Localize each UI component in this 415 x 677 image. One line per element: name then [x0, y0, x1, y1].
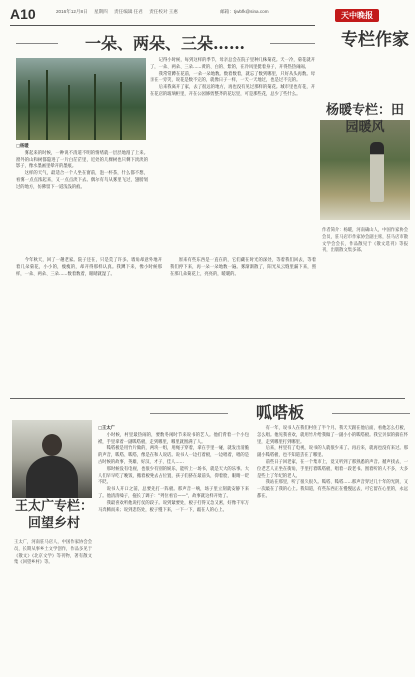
- article2-paragraph: 说书人开口之前，总要先打一阵板。那声音一响，场子里立刻就安静下来了。他清清嗓子，拖长了调子："列位看官——"，故事就这样开始了。: [98, 487, 249, 499]
- title-rule-left: [150, 413, 228, 414]
- article2-body: [98, 426, 408, 514]
- landscape-photo: [16, 58, 146, 140]
- article2-paragraph: 呱嗒板是用竹片做的，两块一组，用绳子穿着，拿在手里一碰，就发出清脆的声音，呱嗒、呱嗒，像是在和人说话。说书人一边打着板，一边唱着，唱的是古时候的故事，英雄、好汉、才子、佳人……: [98, 446, 249, 465]
- article2-paragraph: 我最喜欢听他说打仗的段子。说到紧要处，板子打得又急又密，好像千军万马奔腾而来；说到悲伤处，板子慢下来，一下一下，敲在人的心上。: [98, 500, 249, 513]
- article2-paragraph: 后来，村里有了电视，说书的人就很少来了。再后来，就再也没有来过。那副小呱嗒板，也不知道丢在了哪里。: [257, 446, 408, 459]
- article1-title: 一朵、两朵、三朵……: [84, 34, 245, 53]
- article1-body-b: [150, 58, 315, 99]
- article1-paragraph: 我常常蹲在花前，一朵一朵地数。数着数着，就忘了数到哪里，只好从头再数。母亲在一旁笑，说花是数不完的，就像日子一样，一天一天地过，也是过不完的。: [150, 71, 315, 84]
- issue-weekday: 星期四: [93, 9, 108, 14]
- article2-byline: □王太广: [98, 426, 115, 431]
- page-number: A10: [10, 6, 36, 22]
- article2-paragraph: 小时候，村里最热闹的，要数冬闲时节来说书的艺人。他们背着一个小包袱，手里拿着一副呱嗒板，走到哪里，哪里就围满了人。: [98, 432, 249, 445]
- article2-title: 呱嗒板: [255, 403, 304, 422]
- author1-bio: 作者简介：杨暖，河南确山人，中国作家协会会员，驻马店市作家协会副主席，驻马店市散文学会会长，作品散见于《散文选刊》等报刊，出版散文集多部。: [322, 228, 408, 254]
- article2-paragraph: 前些日子回老家，在一个集市上，竟又听到了那熟悉的声音。循声找去，一位老艺人正坐在街角，手里打着呱嗒板，唱着一段老书。围着听的人不多，大多是些上了年纪的老人。: [257, 459, 408, 479]
- article1-body-c: [16, 258, 316, 278]
- article1-paragraph: 雾起来的时候，一种说不清道不明的情绪就一层层地漫了上来。窗外的山和树都隐进了一片白茫茫里，近处的几棵树也只剩下淡淡的影子，像水墨画里晕开的墨痕。: [16, 150, 148, 170]
- author1-column-name: 杨暖专栏：田园暖风: [325, 103, 404, 135]
- section-divider: [10, 398, 405, 399]
- article1-paragraph: 原来有些东西是一直在的，它们藏在时光的深处，等着我们回去，等着我们停下来，再一朵一朵地数一遍。雾渐渐散了，阳光从云缝里漏下来，照在那几朵菊花上，亮亮的，暖暖的。: [170, 258, 316, 277]
- article1-paragraph: 记得小时候，每到这样的季节，母亲总会在院子里种几株菊花。天一冷，菊花就开了，一朵、两朵、三朵……黄的、白的、紫的，在冷风里挺着身子，开得热热闹闹。: [150, 58, 315, 70]
- newspaper-logo: 天中晚报: [335, 9, 379, 22]
- author2-column-name: 王太广专栏：回望乡村: [14, 499, 93, 531]
- column-section-title: 专栏作家: [341, 30, 409, 50]
- article1-body-a: [16, 144, 148, 192]
- article1-byline: □杨暖: [16, 144, 29, 149]
- title-rule-left: [16, 43, 58, 44]
- title-rule-right: [270, 43, 315, 44]
- author2-photo: [12, 420, 92, 498]
- article1-paragraph: 今年秋天，回了一趟老家。院子还在，只是荒了许多。墙角却意外地开着几朵菊花，小小的，瘦瘦的，却开得那样认真。我蹲下来，像小时候那样，一朵、两朵、三朵……数着数着，眼睛就湿了。: [16, 258, 162, 277]
- title-rule-right: [332, 413, 410, 414]
- designer-credit: 责任校对 王惠: [149, 9, 178, 14]
- article2-paragraph: 那时候没有电视，也很少有别的娱乐，能听上一场书，就是天大的乐事。大人们早早吃了晚饭，搬着板凳去占位置，孩子们挤在最前头，仰着脸，眼睛一眨不眨。: [98, 466, 249, 486]
- header-divider: [10, 25, 315, 26]
- article2-paragraph: 我站在那里，听了很久很久。呱嗒、呱嗒……那声音穿过几十年的光阴，又一次敲在了我的心上。我知道，有些东西正在慢慢远去，可它留在心里的，永远都在。: [257, 480, 408, 499]
- article2-paragraph: 有一年，说书人在我们村住了半个月。我天天跟在他后面，看他怎么打板，怎么唱。他见我喜欢，就用竹片给我做了一副小小的呱嗒板。我宝贝似的揣在怀里，走到哪里打到哪里。: [257, 426, 408, 445]
- issue-date: 2016年12月8日: [56, 9, 88, 14]
- article1-paragraph: 这样的天气，最适合一个人坐在窗前，泡一杯茶，什么都不想，看雾一点点浓起来，又一点点淡下去。偶尔有鸟从雾里飞过，翅膀划过的地方，仿佛留下一道浅浅的痕。: [16, 171, 148, 190]
- article1-paragraph: 后来我离开了家，去了很远的地方，再也没有见过那样的菊花。城市里也有花，开在花店的玻璃柜里，开在公园修剪整齐的花坛里，可是那些花，总少了些什么。: [150, 85, 315, 97]
- author2-bio: 王太广，河南驻马店人，中国作家协会会员，长期从事乡土文学创作，作品多见于《散文》《北京文学》等刊物，著有散文集《回望乡村》等。: [14, 540, 92, 566]
- editor-credit: 责任编辑 任君: [114, 9, 143, 14]
- header-meta: [56, 9, 183, 15]
- contact-email: 邮箱：tjwbfk@sina.com: [220, 9, 269, 14]
